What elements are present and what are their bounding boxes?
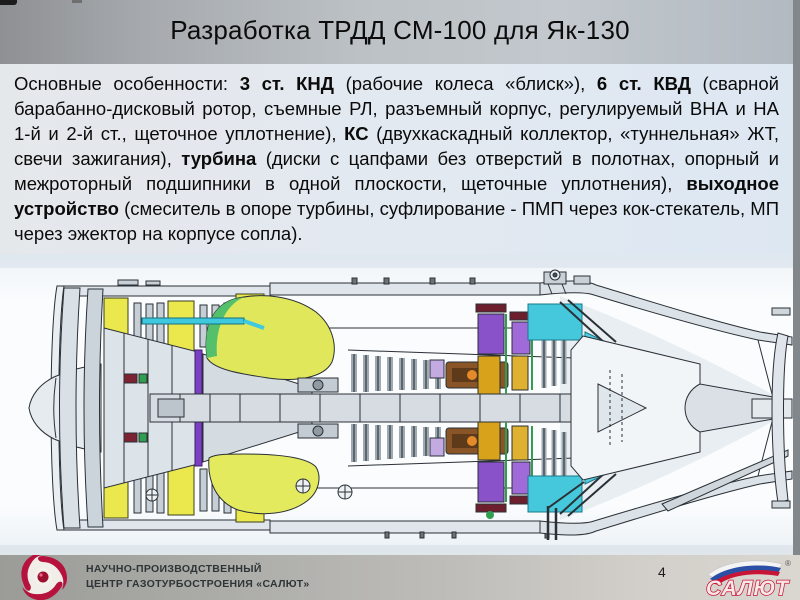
registered-trademark-symbol: ® [785, 559, 791, 568]
npc-salut-swirl-logo [7, 555, 79, 600]
organization-line-1: НАУЧНО-ПРОИЗВОДСТВЕННЫЙ [86, 563, 262, 575]
top-left-artifact [0, 0, 17, 5]
organization-line-2: ЦЕНТР ГАЗОТУРБОСТРОЕНИЯ «САЛЮТ» [86, 578, 310, 590]
engine-diagram-area [0, 254, 793, 554]
footer-band [0, 555, 800, 600]
page-number: 4 [658, 564, 666, 580]
slide-title: Разработка ТРДД СМ-100 для Як-130 [170, 15, 630, 45]
right-edge-strip [793, 0, 800, 600]
engine-cross-section-diagram [0, 268, 793, 545]
salut-brand-logo [698, 555, 794, 600]
features-paragraph: Основные особенности: 3 ст. КНД (рабочие колеса «блиск»), 6 ст. КВД (сварной барабанно-дисковый ротор, съемные РЛ, разъемный корпус, регулируемый ВНА и НА 1-й и 2-й ст., щеточное уплотнение), КС (двухкаскадный коллектор, «туннельная» ЖТ, свечи зажигания), турбина (диски с цапфами без отверстий в полотнах, опорный и межроторный подшипники в одной плоскости, щеточные уплотнения), выходное устройство (смеситель в опоре турбины, суфлирование - ПМП через кок-стекатель, МП через эжектор на корпусе сопла). [14, 73, 780, 244]
salut-logo-text: САЛЮТ [706, 577, 790, 600]
organization-name [86, 562, 309, 592]
top-edge-artifact [72, 0, 82, 3]
features-panel [0, 64, 793, 254]
